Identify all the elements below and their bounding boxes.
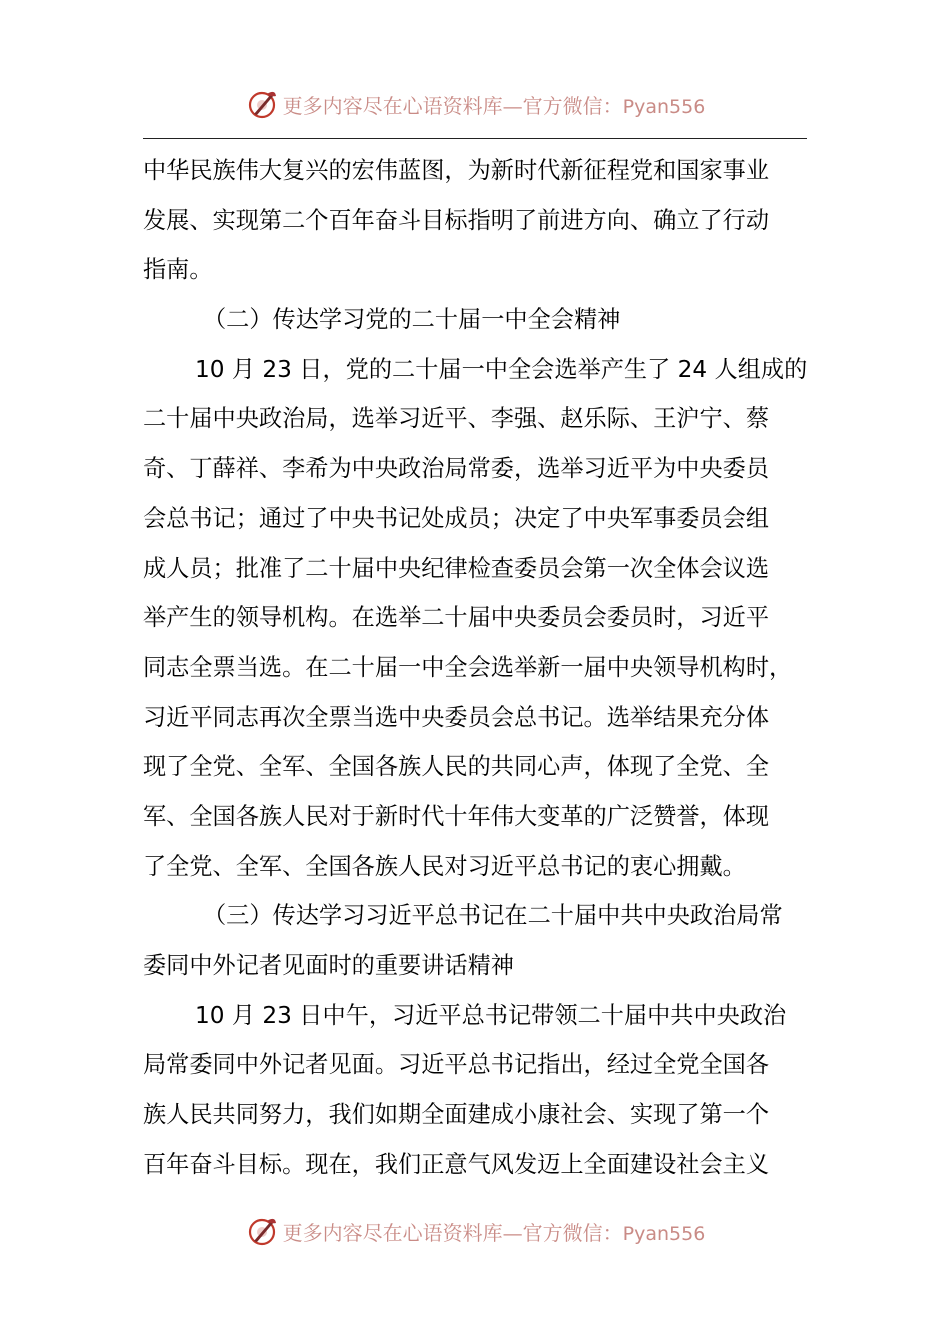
footer-watermark — [0, 1211, 950, 1251]
quill-logo-icon — [245, 1214, 279, 1248]
body-line: 局常委同中外记者见面。习近平总书记指出，经过全党全国各 — [143, 1051, 770, 1079]
body-line: 会总书记；通过了中央书记处成员；决定了中央军事委员会组 — [143, 504, 770, 532]
footer-watermark-text: 更多内容尽在心语资料库—官方微信：Pyan556 — [282, 1220, 706, 1245]
quill-logo-icon — [245, 87, 279, 121]
section-heading-3: （三）传达学习习近平总书记在二十届中共中央政治局常 — [203, 902, 783, 930]
body-line: 奇、丁薛祥、李希为中央政治局常委，选举习近平为中央委员 — [143, 455, 770, 483]
body-line: 成人员；批准了二十届中央纪律检查委员会第一次全体会议选 — [143, 554, 770, 582]
document-body — [143, 146, 807, 1189]
body-line: 举产生的领导机构。在选举二十届中央委员会委员时，习近平 — [143, 604, 770, 632]
body-line: 发展、实现第二个百年奋斗目标指明了前进方向、确立了行动 — [143, 206, 770, 234]
section-heading-2: （二）传达学习党的二十届一中全会精神 — [203, 306, 621, 334]
body-line: 10 月 23 日，党的二十届一中全会选举产生了 24 人组成的 — [195, 355, 807, 383]
body-line: 二十届中央政治局，选举习近平、李强、赵乐际、王沪宁、蔡 — [143, 405, 770, 433]
header-watermark — [0, 84, 950, 124]
body-line: 10 月 23 日中午，习近平总书记带领二十届中共中央政治 — [195, 1001, 787, 1029]
body-line: 百年奋斗目标。现在，我们正意气风发迈上全面建设社会主义 — [143, 1150, 770, 1178]
body-line: 了全党、全军、全国各族人民对习近平总书记的衷心拥戴。 — [143, 852, 746, 880]
header-rule — [143, 138, 807, 139]
body-line: 现了全党、全军、全国各族人民的共同心声，体现了全党、全 — [143, 753, 770, 781]
header-watermark-text: 更多内容尽在心语资料库—官方微信：Pyan556 — [282, 93, 706, 118]
section-heading-3-cont: 委同中外记者见面时的重要讲话精神 — [143, 952, 514, 979]
body-line: 同志全票当选。在二十届一中全会选举新一届中央领导机构时， — [143, 653, 793, 681]
body-line: 中华民族伟大复兴的宏伟蓝图，为新时代新征程党和国家事业 — [143, 157, 770, 184]
body-line: 习近平同志再次全票当选中央委员会总书记。选举结果充分体 — [143, 703, 770, 731]
body-line: 族人民共同努力，我们如期全面建成小康社会、实现了第一个 — [143, 1101, 770, 1129]
body-line: 指南。 — [143, 256, 213, 284]
body-line: 军、全国各族人民对于新时代十年伟大变革的广泛赞誉，体现 — [143, 802, 770, 830]
